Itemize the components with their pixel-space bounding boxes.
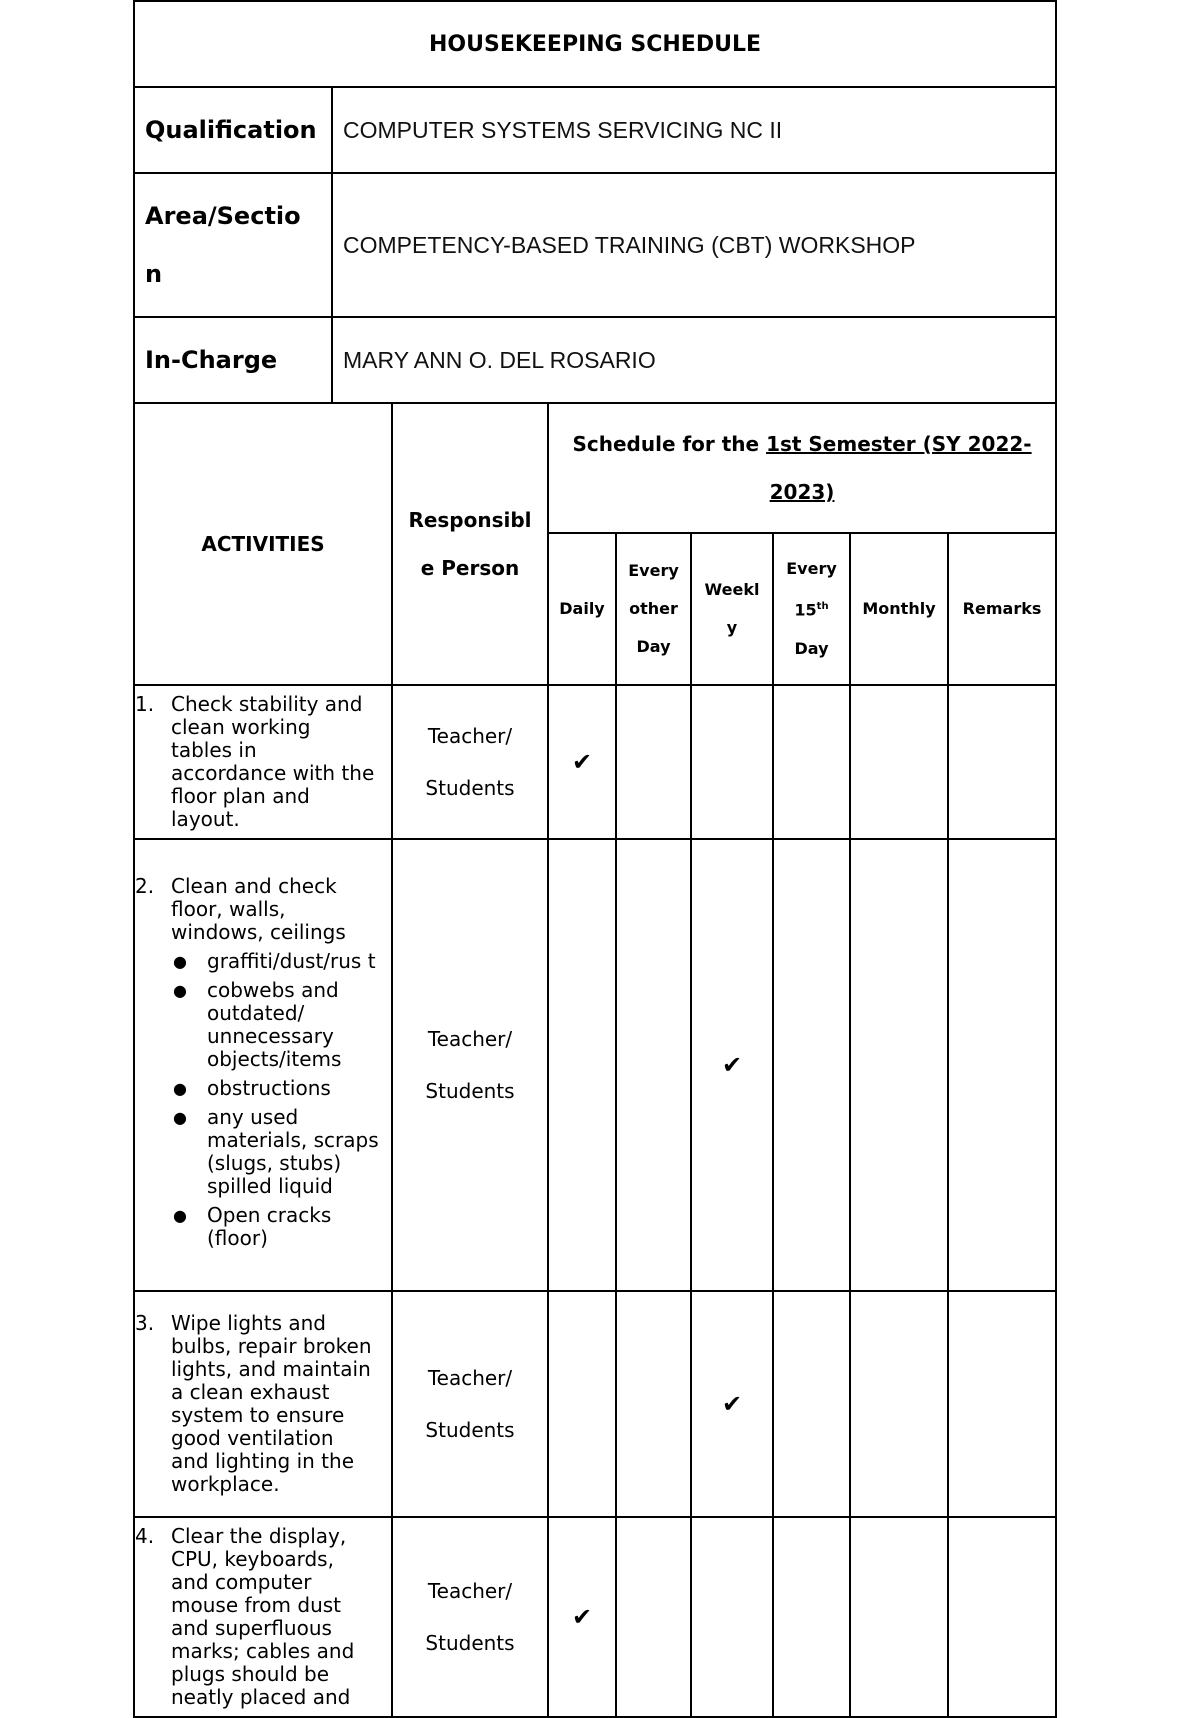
activity-cell <box>134 1291 392 1517</box>
area-section-label <box>134 173 332 317</box>
activities-header: ACTIVITIES <box>134 403 392 685</box>
responsible-cell <box>392 1291 548 1517</box>
header-table <box>133 0 1057 404</box>
daily-cell <box>548 1291 616 1517</box>
every-15th-cell <box>773 839 850 1291</box>
remarks-cell <box>948 1291 1056 1517</box>
activity-row <box>134 839 1056 1291</box>
daily-cell <box>548 839 616 1291</box>
activity-cell <box>134 685 392 839</box>
every-15th-cell <box>773 1517 850 1717</box>
activity-subitem <box>171 1204 391 1250</box>
weekly-cell <box>691 1517 773 1717</box>
qualification-value: COMPUTER SYSTEMS SERVICING NC II <box>332 87 1056 173</box>
activity-number: 4. <box>135 1524 155 1548</box>
every-15th-line2 <box>774 588 849 629</box>
schedule-prefix: Schedule for the <box>572 432 767 456</box>
in-charge-label: In-Charge <box>134 317 332 403</box>
activity-subitem <box>171 1106 391 1198</box>
check-icon: ✔ <box>571 1603 593 1631</box>
monthly-cell <box>850 685 948 839</box>
in-charge-value: MARY ANN O. DEL ROSARIO <box>332 317 1056 403</box>
daily-header: Daily <box>548 533 616 685</box>
responsible-header-line2: e Person <box>420 556 520 580</box>
every-other-day-line1: Every <box>628 561 679 580</box>
weekly-line2: y <box>726 618 738 637</box>
area-section-label-line1: Area/Sectio <box>145 202 301 230</box>
daily-cell <box>548 1517 616 1717</box>
every-other-day-cell <box>616 685 691 839</box>
document-page <box>133 0 1055 1718</box>
every-other-day-line2: other <box>629 599 678 618</box>
schedule-header <box>548 403 1056 533</box>
monthly-cell <box>850 839 948 1291</box>
responsible-cell <box>392 685 548 839</box>
every-15th-cell <box>773 1291 850 1517</box>
every-other-day-cell <box>616 1517 691 1717</box>
weekly-line1: Weekl <box>704 580 760 599</box>
every-15th-line1: Every <box>786 559 837 579</box>
every-15th-suffix: th <box>816 601 829 613</box>
activity-cell <box>134 1517 392 1717</box>
weekly-header <box>691 533 773 685</box>
every-15th-line3: Day <box>794 638 829 658</box>
bullet-icon: ● <box>173 980 187 1000</box>
subitem-text: cobwebs and outdated/ unnecessary objects/items <box>207 977 342 1071</box>
bullet-icon: ● <box>173 1107 187 1127</box>
weekly-cell <box>691 685 773 839</box>
semester-line2: 2023) <box>769 480 835 504</box>
semester-line1: 1st Semester (SY 2022- <box>766 432 1032 456</box>
responsible-line1: Teacher/ <box>427 1579 513 1603</box>
area-section-label-line2: n <box>145 260 163 288</box>
every-15th-number: 15 <box>794 600 817 620</box>
activity-text: Check stability and clean working tables in accordance with the floor plan and layout. <box>171 692 375 831</box>
responsible-line2: Students <box>425 1079 515 1103</box>
monthly-header: Monthly <box>850 533 948 685</box>
qualification-label: Qualification <box>134 87 332 173</box>
activity-text: Wipe lights and bulbs, repair broken lights, and maintain a clean exhaust system to ensure good ventilation and lighting in the workplace. <box>171 1311 372 1496</box>
responsible-line1: Teacher/ <box>427 1027 513 1051</box>
subitem-text: obstructions <box>207 1075 331 1100</box>
check-icon: ✔ <box>721 1390 743 1418</box>
every-15th-day-header <box>773 533 850 685</box>
schedule-table <box>133 402 1057 1718</box>
bullet-icon: ● <box>173 1078 187 1098</box>
activity-subitem <box>171 979 391 1071</box>
monthly-cell <box>850 1517 948 1717</box>
responsible-header-line1: Responsibl <box>408 508 532 532</box>
responsible-line2: Students <box>425 1631 515 1655</box>
bullet-icon: ● <box>173 1205 187 1225</box>
remarks-cell <box>948 1517 1056 1717</box>
weekly-cell <box>691 1291 773 1517</box>
check-icon: ✔ <box>571 748 593 776</box>
weekly-cell <box>691 839 773 1291</box>
activity-subitem <box>171 950 391 973</box>
every-15th-cell <box>773 685 850 839</box>
activity-row <box>134 1517 1056 1717</box>
activity-sublist <box>171 950 391 1250</box>
document-title: HOUSEKEEPING SCHEDULE <box>134 1 1056 87</box>
activity-number: 2. <box>135 873 155 898</box>
activity-row <box>134 1291 1056 1517</box>
activity-number: 1. <box>135 692 155 716</box>
monthly-cell <box>850 1291 948 1517</box>
area-section-value: COMPETENCY-BASED TRAINING (CBT) WORKSHOP <box>332 173 1056 317</box>
activity-text: Clear the display, CPU, keyboards, and computer mouse from dust and superfluous marks; cables and plugs should be neatly placed and <box>171 1524 355 1709</box>
subitem-text: graffiti/dust/rus t <box>207 948 376 973</box>
activity-row <box>134 685 1056 839</box>
responsible-line2: Students <box>425 776 515 800</box>
check-icon: ✔ <box>721 1051 743 1079</box>
subitem-text: Open cracks (floor) <box>207 1202 332 1250</box>
daily-cell <box>548 685 616 839</box>
responsible-line2: Students <box>425 1418 515 1442</box>
bullet-icon: ● <box>173 951 187 971</box>
every-other-day-header <box>616 533 691 685</box>
responsible-cell <box>392 1517 548 1717</box>
responsible-person-header <box>392 403 548 685</box>
remarks-header: Remarks <box>948 533 1056 685</box>
activity-rows <box>134 685 1056 1717</box>
every-other-day-line3: Day <box>636 637 671 656</box>
responsible-line1: Teacher/ <box>427 1366 513 1390</box>
activity-number: 3. <box>135 1311 155 1335</box>
responsible-cell <box>392 839 548 1291</box>
every-other-day-cell <box>616 1291 691 1517</box>
activity-text: Clean and check floor, walls, windows, ceilings <box>171 873 346 944</box>
every-other-day-cell <box>616 839 691 1291</box>
activity-subitem <box>171 1077 391 1100</box>
activity-cell <box>134 839 392 1291</box>
remarks-cell <box>948 839 1056 1291</box>
subitem-text: any used materials, scraps (slugs, stubs) spilled liquid <box>207 1104 379 1198</box>
responsible-line1: Teacher/ <box>427 724 513 748</box>
remarks-cell <box>948 685 1056 839</box>
